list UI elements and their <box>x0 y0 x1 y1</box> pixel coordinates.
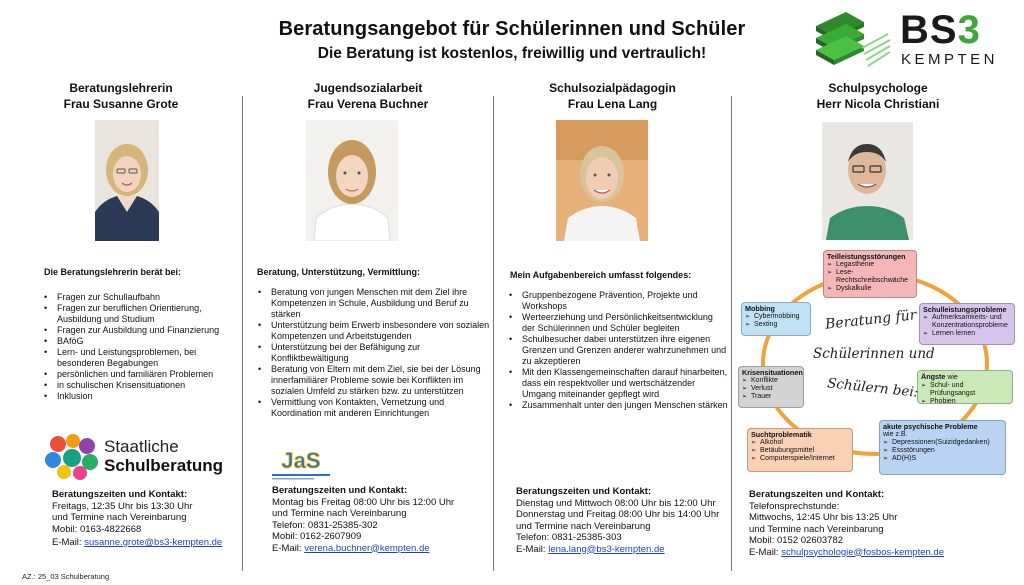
bs3-kempten-logo <box>810 8 1010 70</box>
mindmap-box-suchtproblematik: Suchtproblematik ➢ Alkohol ➢ Betäubungsmittel ➢ Computerspiele/Internet <box>747 428 853 472</box>
list-item: • in schulischen Krisensituationen <box>41 380 241 391</box>
list-item: • Beratung von Eltern mit dem Ziel, sie bei der Lösung innerfamiliärer Probleme sowie bei Konflikten im sozialen Umfeld zu stärken bzw. zu unterstützen <box>255 364 490 397</box>
contact-line: Mobil: 0152 02603782 <box>749 535 844 546</box>
contact-block <box>52 489 242 549</box>
list-item: • Inklusion <box>41 391 241 402</box>
schulberatung-flower-icon <box>44 434 100 480</box>
email-line: E-Mail: verena.buchner@kempten.de <box>272 542 430 554</box>
mindmap-box-aengste: Ängste wie ➢ Schul- und Prüfungsangst ➢ Phobien <box>917 370 1013 404</box>
email-line: E-Mail: schulpsychologie@fosbos-kempten.de <box>749 546 944 558</box>
column-divider-3 <box>731 96 732 571</box>
intro-text: Mein Aufgabenbereich umfasst folgendes: <box>510 270 692 280</box>
logo-city: KEMPTEN <box>901 51 999 68</box>
mindmap-box-mobbing: Mobbing ➢ Cybermobbing ➢ Sexting <box>741 302 811 336</box>
column-person-name: Herr Nicola Christiani <box>816 97 940 111</box>
email-line: E-Mail: susanne.grote@bs3-kempten.de <box>52 537 223 548</box>
list-item: • Fragen zur beruflichen Orientierung, Ausbildung und Studium <box>41 303 241 325</box>
column-person-name: Frau Susanne Grote <box>63 97 179 111</box>
intro-text: Beratung, Unterstützung, Vermittlung: <box>257 267 420 277</box>
intro-text: Die Beratungslehrerin berät bei: <box>44 267 182 277</box>
list-item: • Beratung von jungen Menschen mit dem Ziel ihre Kompetenzen in Schule, Ausbildung und Beruf zu stärken <box>255 287 490 320</box>
contact-line: und Termine nach Vereinbarung <box>272 508 407 519</box>
contact-line: und Termine nach Vereinbarung <box>52 512 187 523</box>
portrait-photo <box>306 120 398 241</box>
list-item: • BAföG <box>41 336 241 347</box>
list-item: • Werteerziehung und Persönlichkeitsentwicklung der Schülerinnen und Schüler begleiten <box>506 312 728 334</box>
footer-reference: AZ.: 25_03 Schulberatung <box>22 572 110 581</box>
contact-line: Freitags, 12:35 Uhr bis 13:30 Uhr <box>52 500 193 512</box>
mindmap-box-krisensituationen: Krisensituationen ➢ Konflikte ➢ Verlust ➢ Trauer <box>738 366 804 408</box>
list-item: • Lern- und Leistungsproblemen, bei besonderen Begabungen <box>41 347 241 369</box>
bs3-stack-icon <box>810 8 892 70</box>
column-schulpsychologe <box>732 80 1024 112</box>
list-item: • Schulbesucher dabei unterstützen ihre eigenen Grenzen und Grenzen anderer wahrzunehmen und zu akzeptieren <box>506 334 728 367</box>
logo-wordmark: BS3 <box>900 8 981 52</box>
email-link[interactable]: susanne.grote@bs3-kempten.de <box>84 537 223 548</box>
contact-block <box>516 486 731 555</box>
contact-line: Mobil: 0163-4822668 <box>52 523 142 535</box>
email-link[interactable]: schulpsychologie@fosbos-kempten.de <box>781 546 944 558</box>
contact-line: Telefonsprechstunde: <box>749 500 840 512</box>
jas-logo-text: JaS <box>281 448 321 473</box>
contact-line: Mobil: 0162-2607909 <box>272 531 362 542</box>
contact-line: Montag bis Freitag 08:00 Uhr bis 12:00 Uhr <box>272 496 455 508</box>
column-role: Jugendsozialarbeit <box>313 81 423 95</box>
email-line: E-Mail: lena.lang@bs3-kempten.de <box>516 543 665 555</box>
contact-line: und Termine nach Vereinbarung <box>749 523 884 535</box>
column-role: Beratungslehrerin <box>69 81 173 95</box>
list-item: • Fragen zur Ausbildung und Finanzierung <box>41 325 241 336</box>
contact-block <box>749 489 1019 558</box>
portrait-photo <box>556 120 648 241</box>
column-role: Schulpsychologe <box>828 81 928 95</box>
schulberatung-line1: Staatliche <box>104 437 179 456</box>
list-item: • Unterstützung bei der Befähigung zur Konfliktbewältigung <box>255 342 490 364</box>
mindmap-box-psychische-probleme: akute psychische Probleme wie z.B. ➢ Depressionen(Suizidgedanken) ➢ Essstörungen ➢ AD(H)S <box>879 420 1006 475</box>
column-role: Schulsozialpädagogin <box>549 81 676 95</box>
contact-line: und Termine nach Vereinbarung <box>516 520 651 532</box>
column-person-name: Frau Verena Buchner <box>307 97 429 111</box>
column-divider-2 <box>493 96 494 571</box>
schulberatung-line2: Schulberatung <box>104 456 224 475</box>
page-subtitle: Die Beratung ist kostenlos, freiwillig und vertraulich! <box>317 45 707 62</box>
list-item: • Fragen zur Schullaufbahn <box>41 292 241 303</box>
contact-line: Telefon: 0831-25385-302 <box>272 519 378 531</box>
list-item: • Unterstützung beim Erwerb insbesondere von sozialen Kompetenzen und Arbeitstugenden <box>255 320 490 342</box>
list-item: • Gruppenbezogene Prävention, Projekte und Workshops <box>506 290 728 312</box>
mindmap-center-line1: Beratung für <box>824 307 918 333</box>
list-item: • persönlichen und familiären Problemen <box>41 369 241 380</box>
mindmap-box-teilleistungsstoerungen: Teilleistungsstörungen ➢ Legasthenie ➢ Lese-Rechtschreibschwäche ➢ Dyskalkulie <box>823 250 917 298</box>
email-link[interactable]: lena.lang@bs3-kempten.de <box>548 543 665 555</box>
contact-line: Telefon: 0831-25385-303 <box>516 532 622 543</box>
jas-logo <box>270 448 332 482</box>
contact-heading: Beratungszeiten und Kontakt: <box>52 489 188 500</box>
column-schulsozialpaedagogin <box>494 80 731 112</box>
page-title: Beratungsangebot für Schülerinnen und Schüler <box>278 18 746 40</box>
column-beratungslehrerin <box>0 80 242 112</box>
topic-list <box>41 292 241 402</box>
list-item: • Zusammenhalt unter den jungen Menschen stärken <box>506 400 728 411</box>
column-divider-1 <box>242 96 243 571</box>
contact-line: Mittwochs, 12:45 Uhr bis 13:25 Uhr <box>749 512 898 523</box>
topic-list <box>506 290 728 411</box>
contact-line: Donnerstag und Freitag 08:00 Uhr bis 14:00 Uhr <box>516 509 720 520</box>
mindmap-center-line2: Schülerinnen und <box>813 346 935 362</box>
contact-line: Dienstag und Mittwoch 08:00 Uhr bis 12:00 Uhr <box>516 497 716 509</box>
contact-block <box>272 485 492 554</box>
topic-list <box>255 287 490 419</box>
column-jugendsozialarbeit <box>243 80 493 112</box>
contact-heading: Beratungszeiten und Kontakt: <box>272 485 408 496</box>
portrait-photo <box>95 120 159 241</box>
contact-heading: Beratungszeiten und Kontakt: <box>749 489 885 500</box>
mindmap-diagram <box>735 240 1020 484</box>
mindmap-box-schulleistungsprobleme: Schulleistungsprobleme ➢ Aufmerksamkeits- und Konzentrationsprobleme ➢ Lernen lernen <box>919 303 1015 345</box>
list-item: • Vermittlung von Kontakten, Vernetzung und Koordination mit anderen Einrichtungen <box>255 397 490 419</box>
portrait-photo <box>822 122 913 240</box>
mindmap-center-line3: Schülern bei: <box>826 375 920 401</box>
contact-heading: Beratungszeiten und Kontakt: <box>516 486 652 497</box>
column-person-name: Frau Lena Lang <box>567 97 658 111</box>
staatliche-schulberatung-logo <box>44 434 244 482</box>
email-link[interactable]: verena.buchner@kempten.de <box>304 542 430 554</box>
list-item: • Mit den Klassengemeinschaften darauf hinarbeiten, dass ein respektvoller und wertschätzender Umgang miteinander gepflegt wird <box>506 367 728 400</box>
